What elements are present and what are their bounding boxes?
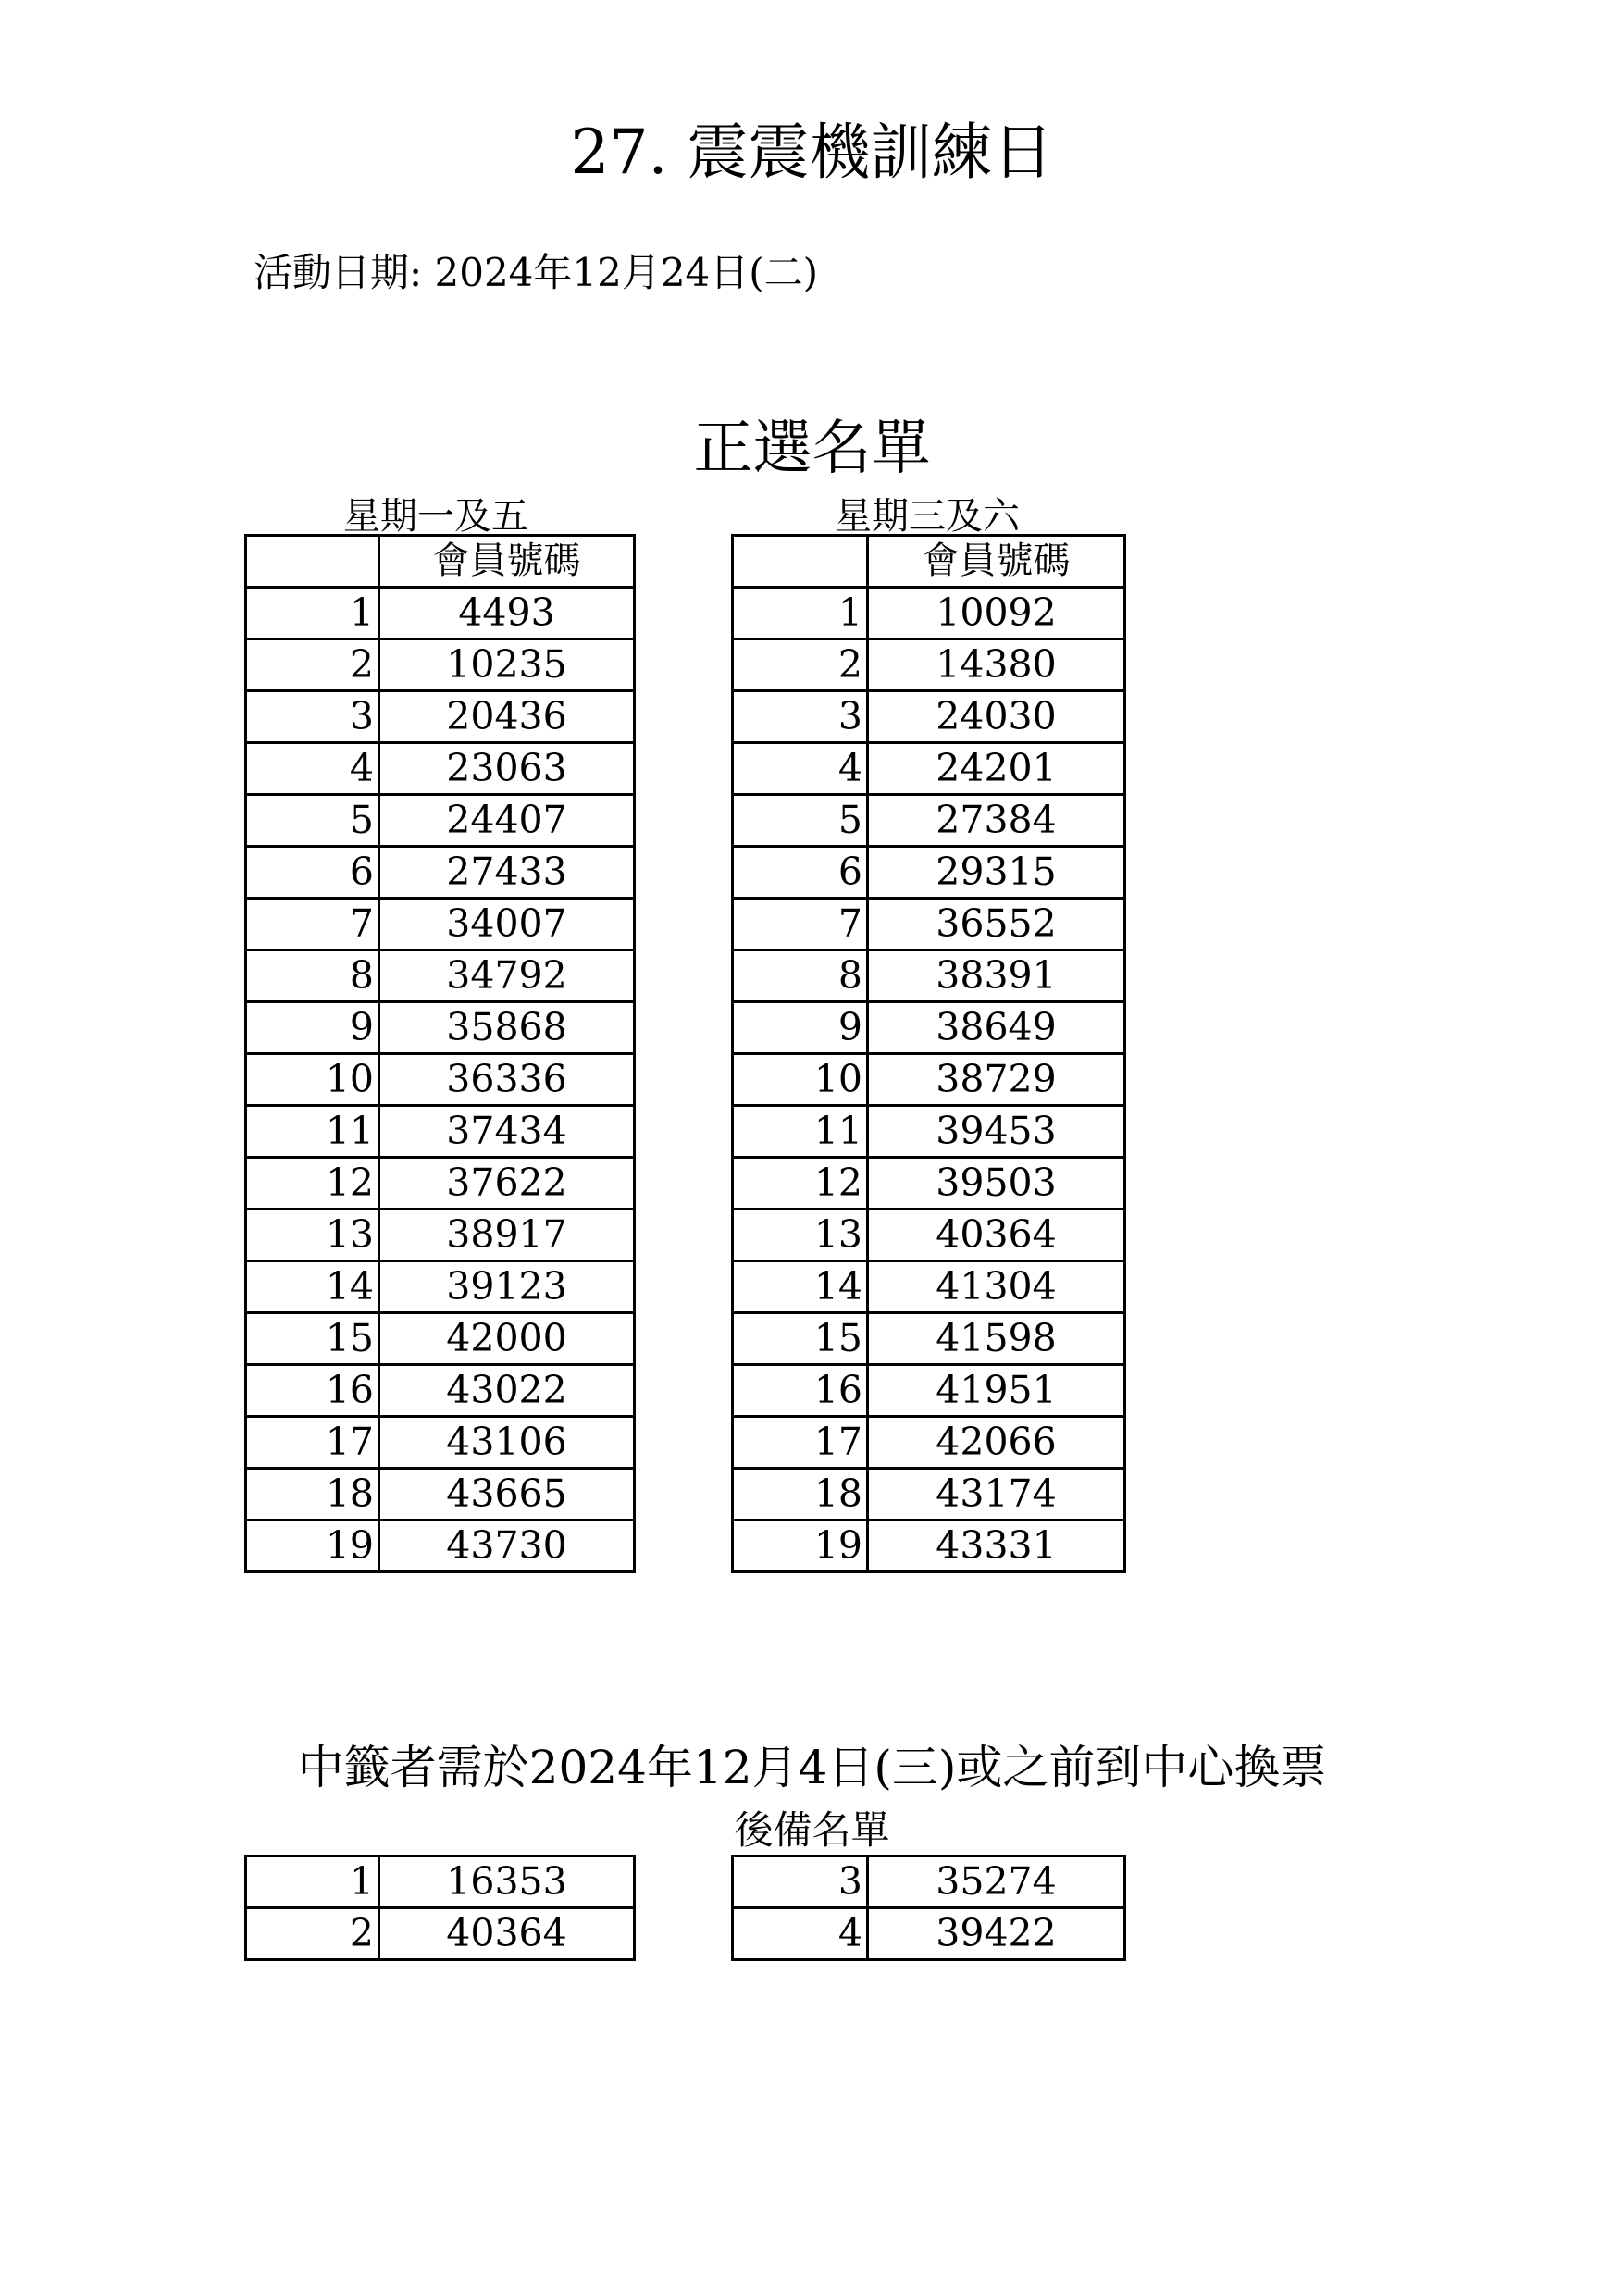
member-number: 35274 (868, 1856, 1125, 1908)
member-number: 38729 (868, 1054, 1125, 1106)
group-label-wed-sat: 星期三及六 (835, 495, 1020, 538)
row-number: 19 (733, 1520, 868, 1572)
row-number: 8 (733, 950, 868, 1002)
member-number: 38917 (379, 1210, 635, 1261)
row-number: 6 (733, 847, 868, 899)
table-row (246, 1106, 635, 1158)
header-blank-cell (733, 536, 868, 588)
member-number: 14380 (868, 639, 1125, 691)
member-number: 43106 (379, 1417, 635, 1469)
member-number: 43730 (379, 1520, 635, 1572)
table-row (733, 1106, 1125, 1158)
row-number: 4 (733, 1908, 868, 1960)
row-number: 2 (733, 639, 868, 691)
table-row (246, 1908, 635, 1960)
row-number: 19 (246, 1520, 379, 1572)
member-number: 24030 (868, 691, 1125, 743)
member-number: 36552 (868, 899, 1125, 950)
member-number: 10235 (379, 639, 635, 691)
table-row (246, 743, 635, 795)
member-number: 41598 (868, 1313, 1125, 1365)
table-row (246, 1002, 635, 1054)
table-row (246, 1210, 635, 1261)
row-number: 1 (733, 588, 868, 639)
table-row (246, 795, 635, 847)
table-row (733, 1417, 1125, 1469)
member-number: 38649 (868, 1002, 1125, 1054)
row-number: 16 (246, 1365, 379, 1417)
header-blank-cell (246, 536, 379, 588)
row-number: 13 (246, 1210, 379, 1261)
table-row (733, 1469, 1125, 1520)
member-number: 39123 (379, 1261, 635, 1313)
row-number: 7 (733, 899, 868, 950)
activity-date: 活動日期: 2024年12月24日(二) (254, 250, 819, 295)
row-number: 3 (246, 691, 379, 743)
table-row (733, 691, 1125, 743)
table-row (246, 899, 635, 950)
row-number: 5 (733, 795, 868, 847)
table-row (733, 588, 1125, 639)
row-number: 2 (246, 639, 379, 691)
table-row (246, 1313, 635, 1365)
table-row (733, 1158, 1125, 1210)
row-number: 15 (246, 1313, 379, 1365)
row-number: 11 (733, 1106, 868, 1158)
waitlist-table-right (731, 1855, 1126, 1961)
table-row (733, 1054, 1125, 1106)
main-list-heading: 正選名單 (693, 415, 931, 483)
row-number: 4 (733, 743, 868, 795)
member-number: 40364 (379, 1908, 635, 1960)
member-number: 34007 (379, 899, 635, 950)
table-row (733, 1856, 1125, 1908)
table-row (733, 1520, 1125, 1572)
table-row (246, 950, 635, 1002)
table-row (733, 639, 1125, 691)
table-header-row (246, 536, 635, 588)
row-number: 18 (733, 1469, 868, 1520)
main-list-table-wed-sat (731, 534, 1126, 1573)
table-row (733, 1365, 1125, 1417)
row-number: 3 (733, 691, 868, 743)
table-row (733, 1210, 1125, 1261)
row-number: 1 (246, 1856, 379, 1908)
member-number: 34792 (379, 950, 635, 1002)
table-row (733, 950, 1125, 1002)
row-number: 11 (246, 1106, 379, 1158)
row-number: 2 (246, 1908, 379, 1960)
row-number: 14 (246, 1261, 379, 1313)
member-number: 43665 (379, 1469, 635, 1520)
table-row (246, 1520, 635, 1572)
table-header-row (733, 536, 1125, 588)
member-number: 39453 (868, 1106, 1125, 1158)
member-number: 42066 (868, 1417, 1125, 1469)
member-number: 40364 (868, 1210, 1125, 1261)
member-number: 23063 (379, 743, 635, 795)
member-number: 24201 (868, 743, 1125, 795)
row-number: 17 (246, 1417, 379, 1469)
table-row (246, 691, 635, 743)
waitlist-heading: 後備名單 (734, 1807, 890, 1853)
table-row (246, 1365, 635, 1417)
member-number: 35868 (379, 1002, 635, 1054)
waitlist-table-left (244, 1855, 636, 1961)
table-row (733, 795, 1125, 847)
member-number: 43331 (868, 1520, 1125, 1572)
row-number: 3 (733, 1856, 868, 1908)
table-row (246, 1856, 635, 1908)
member-number: 39422 (868, 1908, 1125, 1960)
table-row (246, 1417, 635, 1469)
row-number: 12 (246, 1158, 379, 1210)
row-number: 9 (246, 1002, 379, 1054)
table-row (733, 899, 1125, 950)
member-number: 39503 (868, 1158, 1125, 1210)
table-row (246, 1054, 635, 1106)
table-row (733, 1313, 1125, 1365)
member-number: 27384 (868, 795, 1125, 847)
table-row (733, 847, 1125, 899)
table-row (246, 1261, 635, 1313)
member-number: 37622 (379, 1158, 635, 1210)
row-number: 15 (733, 1313, 868, 1365)
row-number: 14 (733, 1261, 868, 1313)
row-number: 1 (246, 588, 379, 639)
member-number: 16353 (379, 1856, 635, 1908)
redeem-notice: 中籤者需於2024年12月4日(三)或之前到中心換票 (297, 1741, 1327, 1794)
row-number: 17 (733, 1417, 868, 1469)
row-number: 9 (733, 1002, 868, 1054)
member-number: 43174 (868, 1469, 1125, 1520)
member-number: 24407 (379, 795, 635, 847)
row-number: 10 (733, 1054, 868, 1106)
table-row (246, 847, 635, 899)
row-number: 5 (246, 795, 379, 847)
member-number: 38391 (868, 950, 1125, 1002)
page-title: 27. 震震機訓練日 (570, 117, 1054, 188)
table-row (246, 1469, 635, 1520)
member-number: 4493 (379, 588, 635, 639)
member-number: 36336 (379, 1054, 635, 1106)
member-number: 41951 (868, 1365, 1125, 1417)
row-number: 6 (246, 847, 379, 899)
table-row (733, 743, 1125, 795)
row-number: 12 (733, 1158, 868, 1210)
row-number: 13 (733, 1210, 868, 1261)
row-number: 18 (246, 1469, 379, 1520)
group-label-mon-fri: 星期一及五 (343, 495, 528, 538)
table-row (733, 1261, 1125, 1313)
member-number: 37434 (379, 1106, 635, 1158)
table-row (246, 588, 635, 639)
table-row (733, 1002, 1125, 1054)
member-number: 20436 (379, 691, 635, 743)
row-number: 4 (246, 743, 379, 795)
row-number: 16 (733, 1365, 868, 1417)
member-number: 29315 (868, 847, 1125, 899)
table-row (246, 639, 635, 691)
row-number: 7 (246, 899, 379, 950)
member-number: 27433 (379, 847, 635, 899)
main-list-table-mon-fri (244, 534, 636, 1573)
member-number-header: 會員號碼 (379, 536, 635, 588)
member-number: 42000 (379, 1313, 635, 1365)
table-row (733, 1908, 1125, 1960)
member-number: 10092 (868, 588, 1125, 639)
table-row (246, 1158, 635, 1210)
member-number: 43022 (379, 1365, 635, 1417)
row-number: 8 (246, 950, 379, 1002)
member-number-header: 會員號碼 (868, 536, 1125, 588)
row-number: 10 (246, 1054, 379, 1106)
member-number: 41304 (868, 1261, 1125, 1313)
